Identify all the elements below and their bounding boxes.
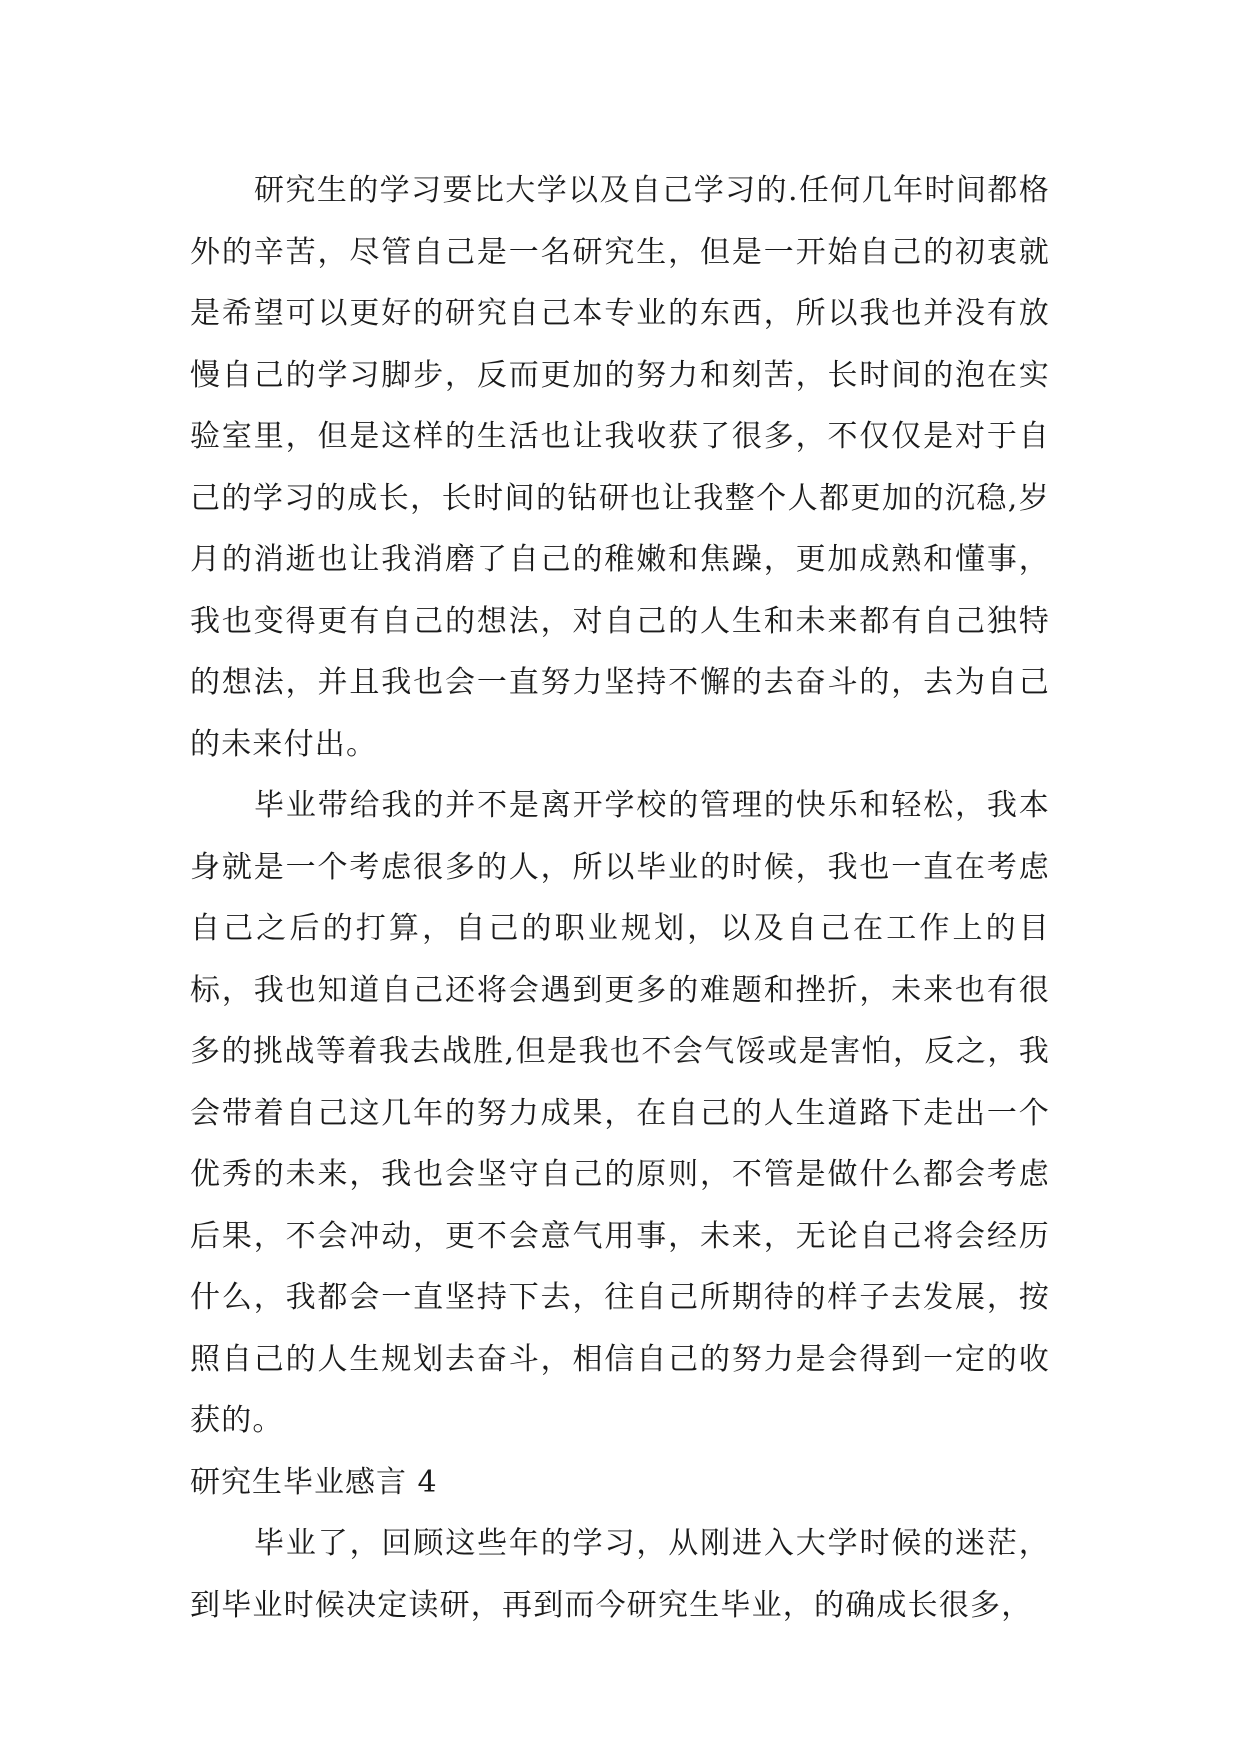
paragraph: 毕业带给我的并不是离开学校的管理的快乐和轻松，我本身就是一个考虑很多的人，所以毕业的时候，我也一直在考虑自己之后的打算，自己的职业规划，以及自己在工作上的目标，我也知道自己还将会遇到更多的难题和挫折，未来也有很多的挑战等着我去战胜,但是我也不会气馁或是害怕，反之，我会带着自己这几年的努力成果，在自己的人生道路下走出一个优秀的未来，我也会坚守自己的原则，不管是做什么都会考虑后果，不会冲动，更不会意气用事，未来，无论自己将会经历什么，我都会一直坚持下去，往自己所期待的样子去发展，按照自己的人生规划去奋斗，相信自己的努力是会得到一定的收获的。 (190, 788, 1050, 1438)
section-heading: 研究生毕业感言 4 (190, 1464, 438, 1500)
paragraph: 研究生的学习要比大学以及自己学习的.任何几年时间都格外的辛苦，尽管自己是一名研究生，但是一开始自己的初衷就是希望可以更好的研究自己本专业的东西，所以我也并没有放慢自己的学习脚步，反而更加的努力和刻苦，长时间的泡在实验室里，但是这样的生活也让我收获了很多，不仅仅是对于自己的学习的成长，长时间的钻研也让我整个人都更加的沉稳,岁月的消逝也让我消磨了自己的稚嫩和焦躁，更加成熟和懂事，我也变得更有自己的想法，对自己的人生和未来都有自己独特的想法，并且我也会一直努力坚持不懈的去奋斗的，去为自己的未来付出。 (190, 173, 1050, 762)
paragraph: 毕业了，回顾这些年的学习，从刚进入大学时候的迷茫，到毕业时候决定读研，再到而今研究生毕业，的确成长很多， (190, 1526, 1050, 1623)
document-body (190, 160, 1050, 1636)
